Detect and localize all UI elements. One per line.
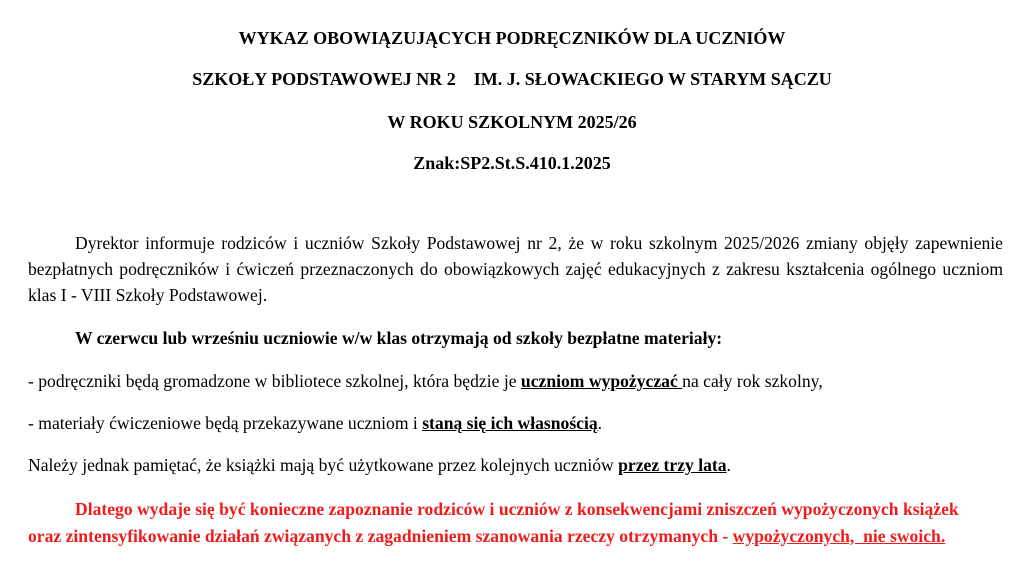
exercise-materials-suffix: . bbox=[597, 413, 603, 433]
usage-note-text: Należy jednak pamiętać, że książki mają być użytkowane przez kolejnych uczniów bbox=[28, 455, 619, 475]
document-title-line-2: SZKOŁY PODSTAWOWEJ NR 2 IM. J. SŁOWACKIEGO W STARYM SĄCZU bbox=[192, 69, 832, 89]
usage-note bbox=[28, 454, 731, 476]
materials-heading: W czerwcu lub wrześniu uczniowie w/w klas otrzymają od szkoły bezpłatne materiały: bbox=[75, 328, 723, 348]
warning-paragraph bbox=[28, 496, 988, 549]
exercise-materials-emphasis: staną się ich własnością bbox=[422, 413, 598, 433]
warning-emphasis: wypożyczonych, nie swoich. bbox=[732, 525, 946, 546]
usage-note-suffix: . bbox=[726, 455, 731, 475]
exercise-materials-item bbox=[28, 412, 602, 434]
document-title-line-3: W ROKU SZKOLNYM 2025/26 bbox=[387, 112, 637, 132]
warning-text: Dlatego wydaje się być konieczne zapoznanie rodziców i uczniów z konsekwencjami zniszczeń wypożyczonych książek oraz zintensyfikowanie działań związanych z zagadnieniem szanowania rzeczy otrzymanych - bbox=[28, 499, 959, 546]
textbooks-item-text: - podręczniki będą gromadzone w bibliotece szkolnej, która będzie je bbox=[28, 371, 521, 391]
textbooks-item-emphasis: uczniom wypożyczać bbox=[520, 371, 683, 391]
textbooks-item-suffix: na cały rok szkolny, bbox=[682, 371, 823, 391]
textbooks-item bbox=[28, 370, 823, 392]
exercise-materials-text: - materiały ćwiczeniowe będą przekazywane uczniom i bbox=[28, 413, 423, 433]
document-reference-number: Znak:SP2.St.S.410.1.2025 bbox=[413, 153, 611, 173]
document-title-line-1: WYKAZ OBOWIĄZUJĄCYCH PODRĘCZNIKÓW DLA UCZNIÓW bbox=[238, 28, 786, 48]
usage-note-emphasis: przez trzy lata bbox=[618, 455, 727, 475]
intro-paragraph: Dyrektor informuje rodziców i uczniów Szkoły Podstawowej nr 2, że w roku szkolnym 2025/2026 zmiany objęły zapewnienie bezpłatnych podręczników i ćwiczeń przeznaczonych do obowiązkowych zajęć edukacyjnych z zakresu kształcenia ogólnego uczniom klas I - VIII Szkoły Podstawowej. bbox=[28, 233, 1003, 305]
